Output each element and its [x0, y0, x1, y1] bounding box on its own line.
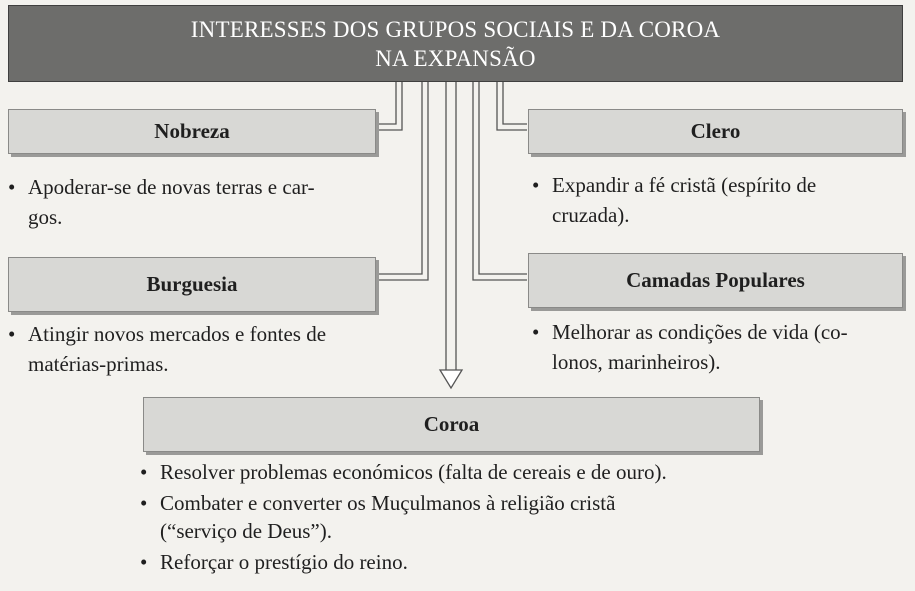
coroa-description-list	[140, 458, 760, 579]
bullet-icon: •	[140, 460, 148, 484]
burguesia-description	[8, 319, 380, 379]
box-camadas-populares	[528, 253, 903, 308]
populares-line-1: Melhorar as condições de vida (co-	[552, 320, 848, 344]
box-clero	[528, 109, 903, 154]
diagram-header	[8, 5, 903, 82]
bullet-icon: •	[8, 322, 16, 346]
coroa-item-text: Reforçar o prestígio do reino.	[160, 550, 408, 574]
clero-line-2: cruzada).	[552, 203, 630, 227]
connector-burguesia-inner	[378, 82, 422, 274]
box-burguesia-title: Burguesia	[146, 272, 238, 296]
coroa-item	[140, 458, 760, 486]
bullet-icon: •	[8, 175, 16, 199]
clero-description	[532, 170, 904, 230]
burguesia-line-2: matérias-primas.	[28, 352, 169, 376]
connector-nobreza-inner	[378, 82, 396, 124]
bullet-icon: •	[532, 320, 540, 344]
coroa-item-text: Resolver problemas económicos (falta de cereais e de ouro).	[160, 460, 667, 484]
bullet-icon: •	[140, 491, 148, 515]
populares-line-2: lonos, marinheiros).	[552, 350, 721, 374]
header-line-2: NA EXPANSÃO	[375, 46, 536, 71]
clero-line-1: Expandir a fé cristã (espírito de	[552, 173, 817, 197]
nobreza-line-2: gos.	[28, 205, 63, 229]
nobreza-description	[8, 172, 376, 232]
coroa-item	[140, 548, 760, 576]
box-camadas-populares-title: Camadas Populares	[626, 268, 805, 292]
connector-burguesia	[378, 82, 428, 280]
box-burguesia	[8, 257, 376, 312]
coroa-item-text: (“serviço de Deus”).	[160, 519, 332, 543]
coroa-item-text: Combater e converter os Muçulmanos à religião cristã	[160, 491, 616, 515]
coroa-item	[140, 489, 760, 517]
header-line-1: INTERESSES DOS GRUPOS SOCIAIS E DA COROA	[190, 17, 721, 42]
connector-clero	[497, 82, 527, 130]
box-coroa-title: Coroa	[423, 412, 480, 436]
connector-populares	[473, 82, 527, 280]
bullet-icon: •	[532, 173, 540, 197]
arrow-to-coroa	[440, 370, 462, 388]
bullet-icon: •	[140, 550, 148, 574]
box-nobreza	[8, 109, 376, 154]
connector-nobreza	[378, 82, 402, 130]
box-coroa	[143, 397, 760, 452]
box-nobreza-title: Nobreza	[154, 119, 230, 143]
connector-clero-inner	[503, 82, 527, 124]
burguesia-line-1: Atingir novos mercados e fontes de	[28, 322, 327, 346]
box-clero-title: Clero	[690, 119, 741, 143]
populares-description	[532, 317, 904, 377]
nobreza-line-1: Apoderar-se de novas terras e car-	[28, 175, 315, 199]
coroa-item-continuation	[160, 517, 760, 545]
